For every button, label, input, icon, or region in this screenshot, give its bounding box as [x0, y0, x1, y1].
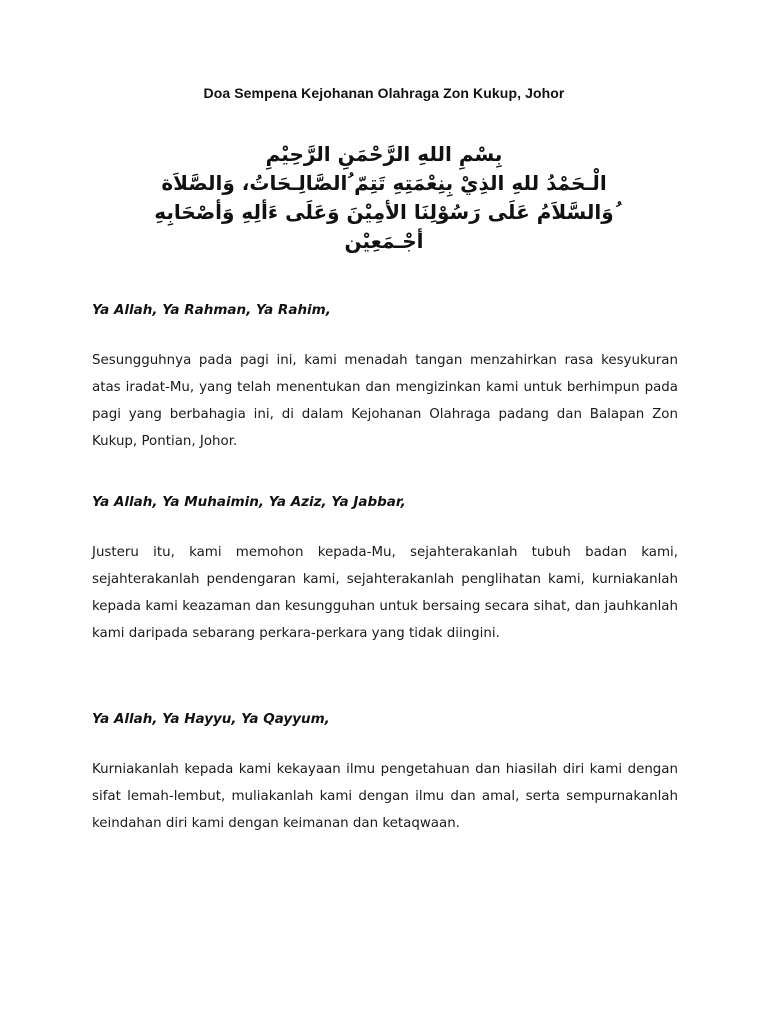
arabic-line: أجْـمَعِيْن [344, 229, 424, 253]
section-paragraph: Sesungguhnya pada pagi ini, kami menadah tangan menzahirkan rasa kesyukuran atas iradat-Mu, yang telah menentukan dan mengizinkan kami untuk berhimpun pada pagi yang berbahagia ini, di dalam Kejohanan Olahraga padang dan Balapan Zon Kukup, Pontian, Johor. [92, 353, 678, 449]
section-heading: Ya Allah, Ya Hayyu, Ya Qayyum, [92, 711, 330, 727]
section-paragraph: Justeru itu, kami memohon kepada-Mu, sejahterakanlah tubuh badan kami, sejahterakanlah pendengaran kami, sejahterakanlah penglihatan kami, kurniakanlah kepada kami keazaman dan kesungguhan untuk bersaing secara sihat, dan jauhkanlah kami daripada sebarang perkara-perkara yang tidak diingini. [92, 545, 678, 641]
arabic-line: بِسْمِ اللهِ الرَّحْمَنِ الرَّحِيْمِ [265, 142, 503, 166]
arabic-opening-prayer [90, 140, 678, 256]
document-title: Doa Sempena Kejohanan Olahraga Zon Kukup, Johor [203, 85, 565, 101]
section-heading: Ya Allah, Ya Rahman, Ya Rahim, [92, 302, 331, 318]
section-heading: Ya Allah, Ya Muhaimin, Ya Aziz, Ya Jabbar, [92, 494, 406, 510]
arabic-line: ُوَالسَّلاَمُ عَلَى رَسُوْلِنَا الأمِيْنَ وَعَلَى ءَألِهِ وَأصْحَابِهِ [154, 200, 614, 224]
arabic-line: الْـحَمْدُ للهِ الذِيْ بِنِعْمَتِهِ تَتِمّ ُالصَّالِـحَاتُ، وَالصَّلاَة [161, 171, 607, 195]
section-paragraph: Kurniakanlah kepada kami kekayaan ilmu pengetahuan dan hiasilah diri kami dengan sifat lemah-lembut, muliakanlah kami dengan ilmu dan amal, serta sempurnakanlah keindahan diri kami dengan keimanan dan ketaqwaan. [92, 762, 678, 831]
